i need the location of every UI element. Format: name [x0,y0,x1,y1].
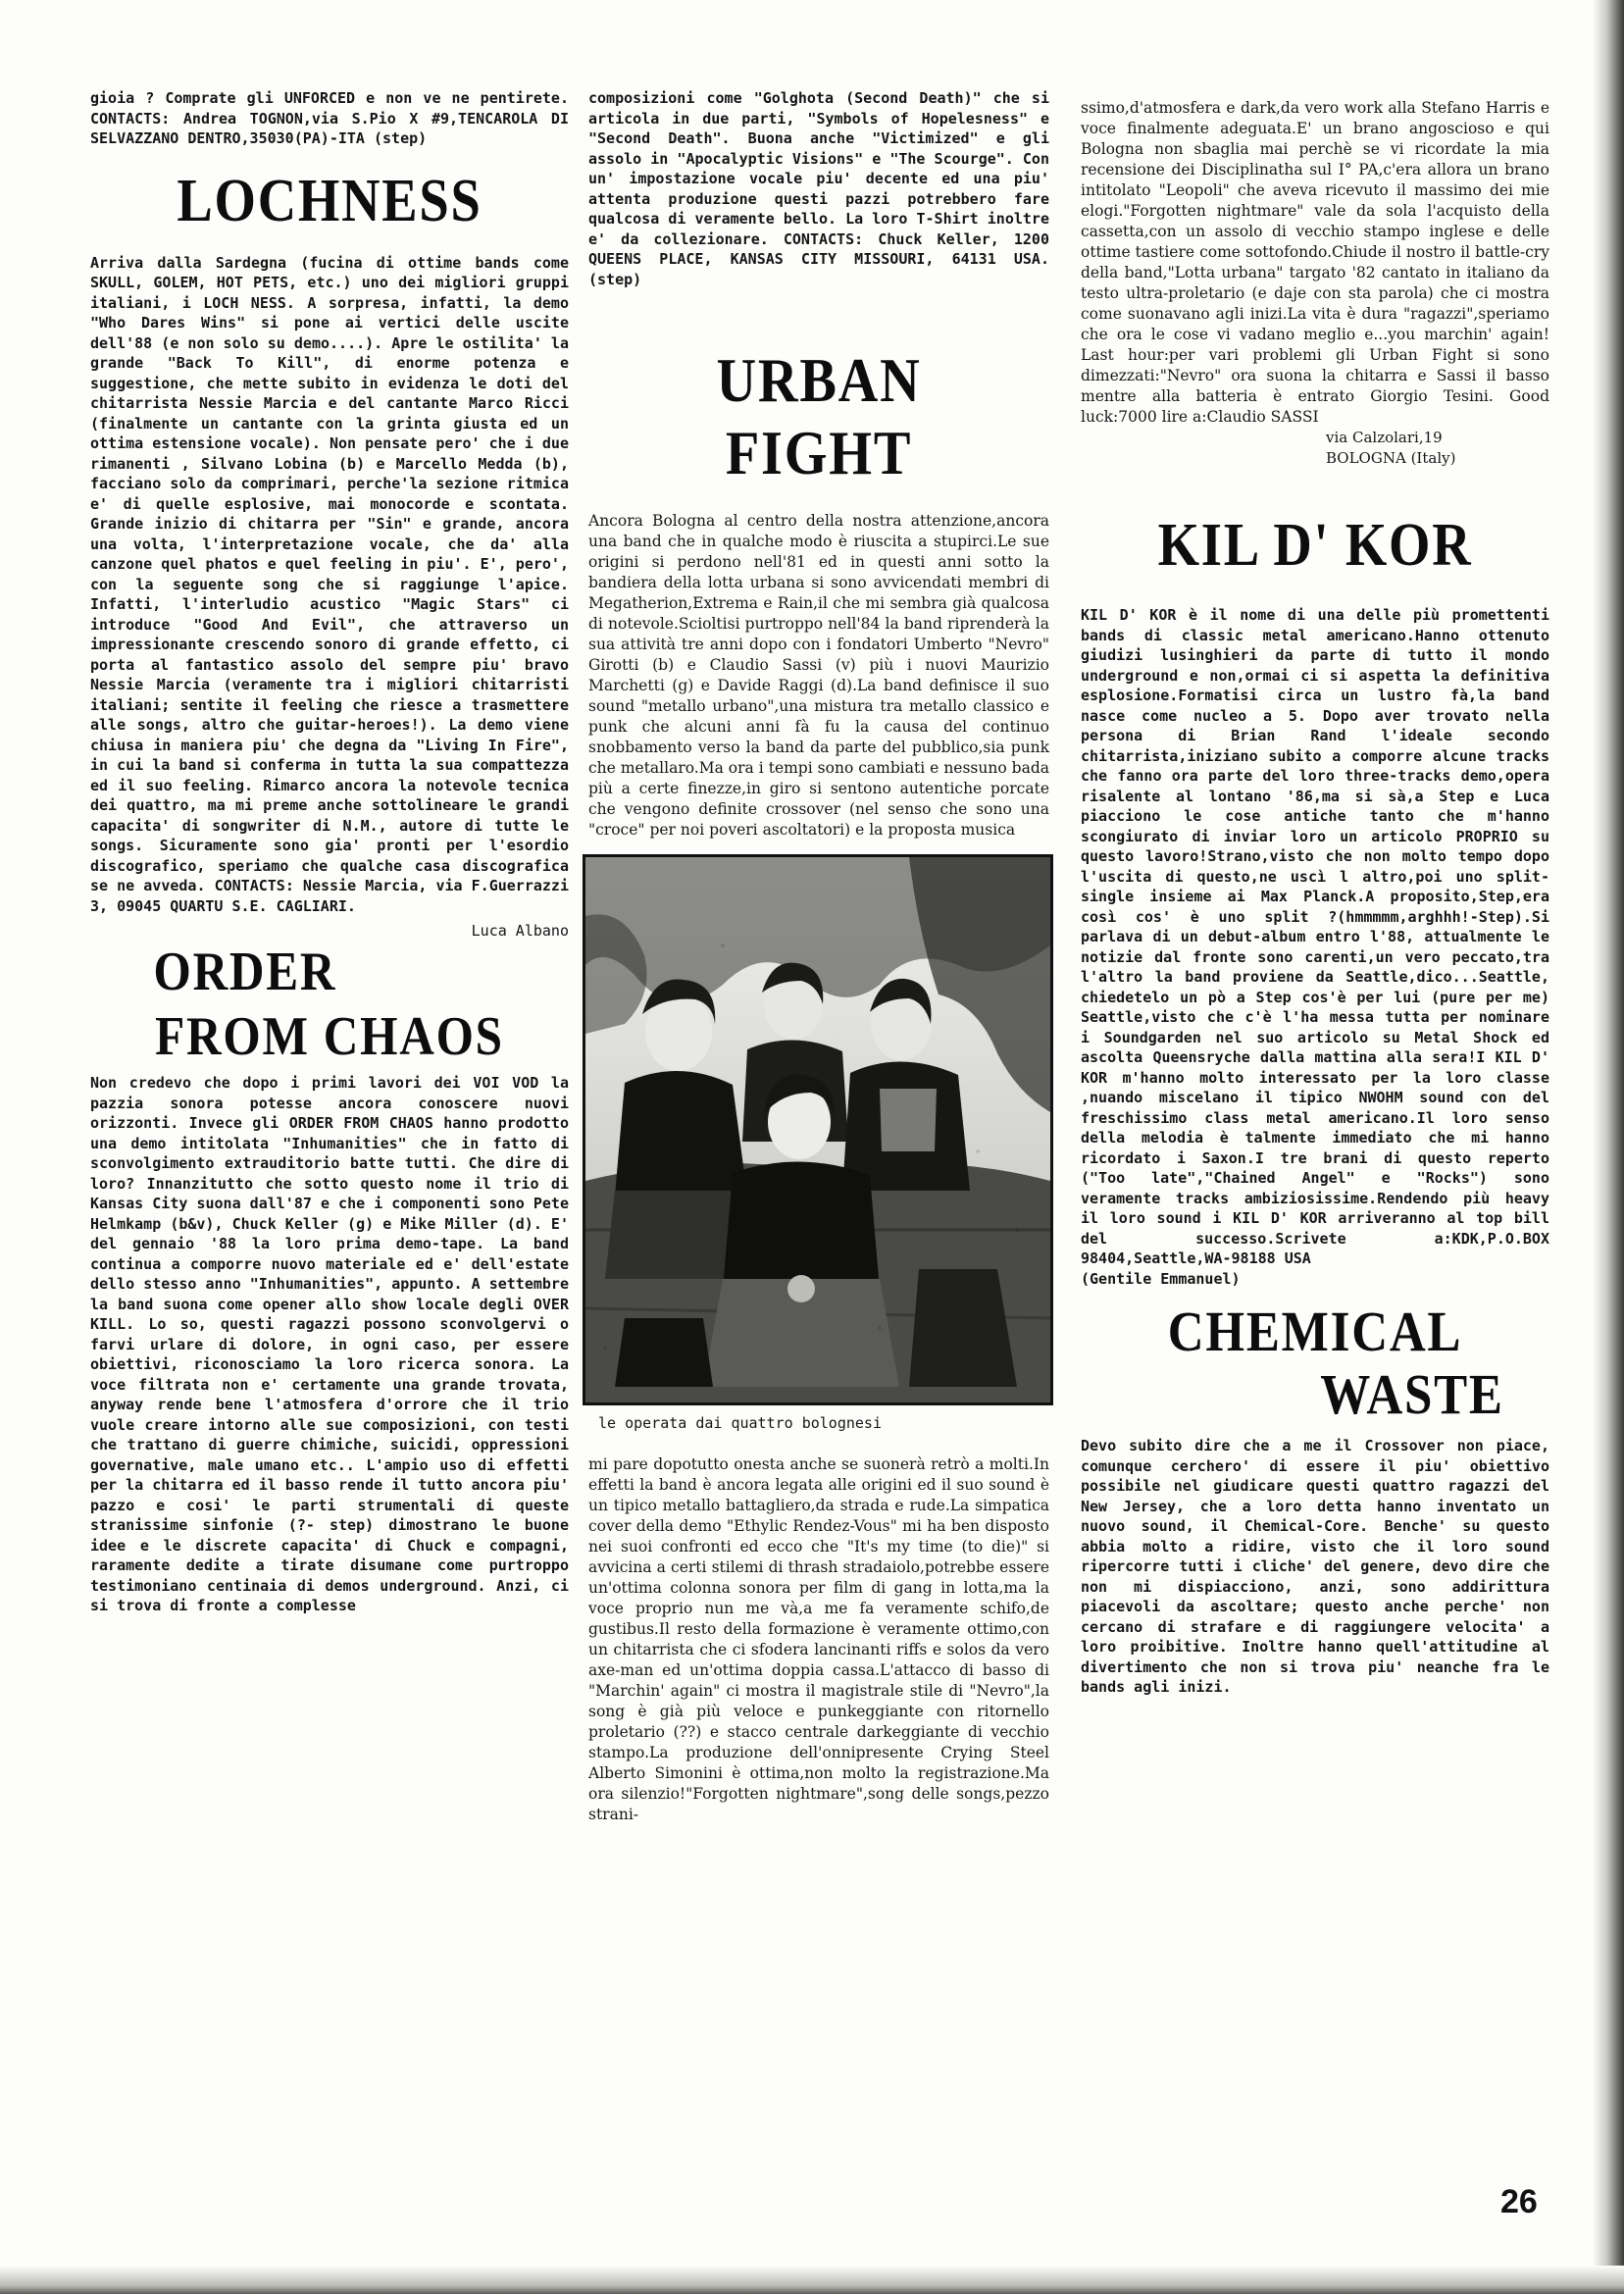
lochness-review-body: Arriva dalla Sardegna (fucina di ottime bands come SKULL, GOLEM, HOT PETS, etc.) uno dei migliori gruppi italiani, i LOCH NESS. A sorpresa, infatti, la demo "Who Dares Wins" si pone ai vertici delle uscite dell'88 (e non solo su demo....). Apre le ostilita' la grande "Back To Kill", di enorme potenza e suggestione, che mette subito in evidenza le doti del chitarrista Nessie Marcia e del cantante Marco Ricci (finalmente un cantante con la grinta giusta ed un ottima estensione vocale). Non pensate pero' che i due rimanenti , Silvano Lobina (b) e Marcello Medda (b), facciano solo da comprimari, perche'la sezione ritmica e' di quelle esplosive, mai monocorde e scontata. Grande inizio di chitarra per "Sin" e grande, ancora una volta, l'interpretazione vocale, che da' alla canzone quel phatos e quel feeling in piu'. E', pero', con la seguente song che si raggiunge l'apice. Infatti, l'interludio acustico "Magic Stars" ci introduce "Good And Evil", che attraverso un impressionante crescendo sonoro di grande effetto, ci porta al fantastico assolo del sempre piu' bravo Nessie Marcia (veramente tra i migliori chitarristi italiani; sentite il feeling che riesce a trasmettere alle songs, altro che guitar-heroes!). La demo viene chiusa in maniera piu' che degna da "Living In Fire", in cui la band si conferma in tutta la sua compattezza ed il suo feeling. Rimarco ancora la notevole tecnica dei quattro, ma mi preme anche sottolineare le grandi capacita' di songwriter di N.M., autore di tutte le songs. Sicuramente sono gia' pronti per l'esordio discografico, speriamo che qualche casa discografica se ne avveda. CONTACTS: Nessie Marcia, via F.Guerrazzi 3, 09045 QUARTU S.E. CAGLIARI. [90,253,569,915]
kil-d-kor-review-body: KIL D' KOR è il nome di una delle più promettenti bands di classic metal americano.Hanno ottenuto giudizi lusinghieri da parte di tutto il mondo underground e non,ormai ci si aspetta la definitiva esplosione.Formatisi circa un lustro fà,la band nasce come nucleo a 5. Dopo aver trovato nella persona di Brian Rand l'ideale secondo chitarrista,iniziano subito a comporre alcune tracks che fanno ora parte del loro three-tracks demo,opera risalente al lontano '86,ma si sà,a Step e Luca piacciono le cose antiche tanto che m'hanno scongiurato di inviar loro un articolo PROPRIO su questo lavoro!Strano,visto che non molto tempo dopo l'uscita di questo,ne uscì l altro,poi uno split-single insieme ai Max Planck.A proposito,Step,era così cos' è uno split ?(hmmmmm,arghhh!-Step).Si parlava di un debut-album entro l'88, attualmente le notizie dal fronte sono carenti,un vero peccato,tra l'altro la band proviene da Seattle,dico...Seattle, chiedetelo un pò a Step cos'è per lui (pure per me) Seattle,visto che c'è l'ha messa tutta per nominare i Soundgarden nel suo articolo su Metal Shock ed ascolta Queensryche dalla mattina alla sera!I KIL D' KOR m'hanno molto interessato per la loro classe ,nuando miscelano il tipico NWOHM sound con del freschissimo class metal americano.Il loro senso della melodia è talmente immediato che mi hanno ricordato i Saxon.I tre brani di questo reperto ("Too late","Chained Angel" e "Rocks") sono veramente tracks ambiziosissime.Rendendo più heavy il loro sound i KIL D' KOR arriveranno al top bill del successo.Scrivete a:KDK,P.O.BOX 98404,Seattle,WA-98188 USA [1081,606,1549,1267]
order-from-chaos-headline-line1: ORDER [153,942,337,1002]
order-from-chaos-review-continued: composizioni come "Golghota (Second Death)" che si articola in due parti, "Symbols of Hopelesness" e "Second Death". Buona anche "Victimized" e gli assolo in "Apocalyptic Visions" e "The Scourge". Con un' impostazione vocale piu' decente ed una piu' attenta produzione questi pazzi potrebbero fare qualcosa di veramente bello. La loro T-Shirt inoltre e' da collezionare. CONTACTS: Chuck Keller, 1200 QUEENS PLACE, KANSAS CITY MISSOURI, 64131 USA. (step) [588,89,1049,288]
page-number: 26 [1500,2183,1538,2220]
band-photo [583,854,1053,1405]
column-right [1081,98,1549,1698]
order-from-chaos-review-body: Non credevo che dopo i primi lavori dei VOI VOD la pazzia sonora potesse ancora conoscere nuovi orizzonti. Invece gli ORDER FROM CHAOS hanno prodotto una demo intitolata "Inhumanities" che in fatto di sconvolgimento extrauditorio batte tutti. Che dire di loro? Innanzitutto che sotto questo nome il trio di Kansas City suona dall'87 e che i componenti sono Pete Helmkamp (b&v), Chuck Keller (g) e Mike Miller (d). E' del gennaio '88 la loro prima demo-tape. La band continua a comporre nuovo materiale ed e' dell'estate dello stesso anno "Inhumanities", appunto. A settembre la band suona come opener allo show locale degli OVER KILL. Lo so, questi ragazzi possono sconvolgervi o farvi urlare di dolore, in ogni caso, per essere obiettivi, riconosciamo la loro ricerca sonora. La voce filtrata non e' certamente una grande trovata, anyway rende bene l'atmosfera d'orrore che il trio vuole creare intorno alle sue composizioni, con testi che trattano di guerre chimiche, suicidi, oppressioni governative, male umano etc.. L'ampio uso di effetti per la chitarra ed il basso rende il tutto ancora piu' pazzo e cosi' le parti strumentali di queste stranissime sinfonie (?- step) dimostrano le buone idee e le discrete capacita' di Chuck e compagni, raramente dedite a tirate disumane come purtroppo testimoniano centinaia di demos underground. Anzi, ci si trova di fronte a complesse [90,1074,569,1614]
lochness-author: Luca Albano [471,922,569,940]
kil-d-kor-author: (Gentile Emmanuel) [1081,1269,1241,1288]
kil-d-kor-headline: KIL D' KOR [1157,512,1473,579]
urban-fight-address-street: via Calzolari,19 [1326,429,1443,446]
band-photo-image [585,857,1050,1402]
scan-bottom-edge-shadow [0,2266,1624,2294]
chemical-waste-review-body: Devo subito dire che a me il Crossover non piace, comunque cerchero' di essere il piu' obiettivo possibile nel giudicare questi quattro ragazzi del New Jersey, che a loro detta hanno inventato un nuovo sound, il Chemical-Core. Benche' su questo abbia molto a ridire, visto che il loro sound ripercorre tutti i cliche' del genere, devo dire che non mi dispiacciono, anzi, sono addirittura piacevoli da ascoltare; questo anche perche' non cercano di strafare e di raggiungere velocita' a loro proibitive. Inoltre hanno quell'attitudine al divertimento che non si trova piu' neanche fra le bands agli inizi. [1081,1437,1549,1696]
band-photo-caption: le operata dai quattro bolognesi [598,1414,882,1432]
scan-right-edge-shadow [1593,0,1624,2294]
urban-fight-address-city: BOLOGNA (Italy) [1326,448,1456,467]
urban-fight-review-body-part2: mi pare dopotutto onesta anche se suonerà retrò a molti.In effetti la band è ancora legata alle origini ed il suo sound è un tipico metallo battagliero,da strada e rude.La simpatica cover della demo "Ethylic Rendez-Vous" mi ha ben disposto nei suoi confronti ed ecco che "It's my time (to die)" si avvicina a certi stilemi di thrash stradaiolo,potrebbe essere un'ottima colonna sonora per film di gang in lotta,ma la voce proprio nun me và,a me fa veramente schifo,de gustibus.Il resto della formazione è veramente ottimo,con un chitarrista che ci sfodera lancinanti riffs e solos da vero axe-man ed un'ottima doppia cassa.L'attacco di basso di "Marchin' again" ci mostra il magistrale stile di "Nevro",la song è già più veloce e punkeggiante con ritornello proletario (??) e stacco centrale darkeggiante di vecchio stampo.La produzione dell'onnipresente Crying Steel Alberto Simonini è ottima,non molto la registrazione.Ma ora silenzio!"Forgotten nightmare",song delle songs,pezzo strani- [588,1455,1049,1823]
unforced-review-end: gioia ? Comprate gli UNFORCED e non ve ne pentirete. CONTACTS: Andrea TOGNON,via S.Pio X #9,TENCAROLA DI SELVAZZANO DENTRO,35030(PA)-ITA (step) [90,89,569,147]
urban-fight-headline: URBAN FIGHT [716,345,922,487]
chemical-waste-headline-line2: WASTE [1320,1362,1504,1426]
column-middle [588,88,1049,1825]
urban-fight-review-body-part1: Ancora Bologna al centro della nostra attenzione,ancora una band che in qualche modo è riuscita a stupirci.Le sue origini si perdono nell'81 ed in questi anni sotto la bandiera della lotta urbana si sono avvicendati membri di Megatherion,Extrema e Rain,il che mi sembra già qualcosa di notevole.Scioltisi purtroppo nell'84 la band riprenderà la sua attività tre anni dopo con i fondatori Umberto "Nevro" Girotti (b) e Claudio Sassi (v) più i nuovi Maurizio Marchetti (g) e Davide Raggi (d).La band definisce il suo sound "metallo urbano",una mistura tra metallo classico e punk che alcuni anni fà fu la causa del continuo snobbamento verso la band da parte del pubblico,sia punk che metallaro.Ma ora i tempi sono cambiati e nessuno bada più a certe finezze,in giro si sentono autentiche porcate che vengono definite crossover (nel senso che sono una "croce" per noi poveri ascoltatori) e la proposta musica [588,512,1049,839]
lochness-headline: LOCHNESS [177,167,482,234]
urban-fight-review-continued: ssimo,d'atmosfera e dark,da vero work alla Stefano Harris e voce finalmente adeguata.E' un brano angoscioso e qui Bologna non sbaglia mai perchè se vi ricordate la mia recensione dei Disciplinatha sul I° PA,c'era allora un brano intitolato "Leopoli" che aveva ricevuto il massimo dei mie elogi."Forgotten nightmare" vale da sola l'acquisto della cassetta,con un assolo di vecchio stampo inglese e delle ottime tastiere come sottofondo.Chiude il nostro il battle-cry della band,"Lotta urbana" targato '82 cantato in italiano da testo ultra-proletario (e daje con sta parola) che ci mostra come suonavano agli inizi.La vita è dura "ragazzi",speriamo che ora le cose vi vadano meglio e...you marchin' again! Last hour:per vari problemi gli Urban Fight si sono dimezzati:"Nevro" ora suona la chitarra e Sassi il basso mentre alla batteria è entrato Giorgio Tesini. Good luck:7000 lire a:Claudio SASSI [1081,99,1549,426]
order-from-chaos-headline-line2: FROM CHAOS [155,1006,504,1067]
chemical-waste-headline-line1: CHEMICAL [1167,1300,1463,1363]
column-left [90,88,569,1616]
